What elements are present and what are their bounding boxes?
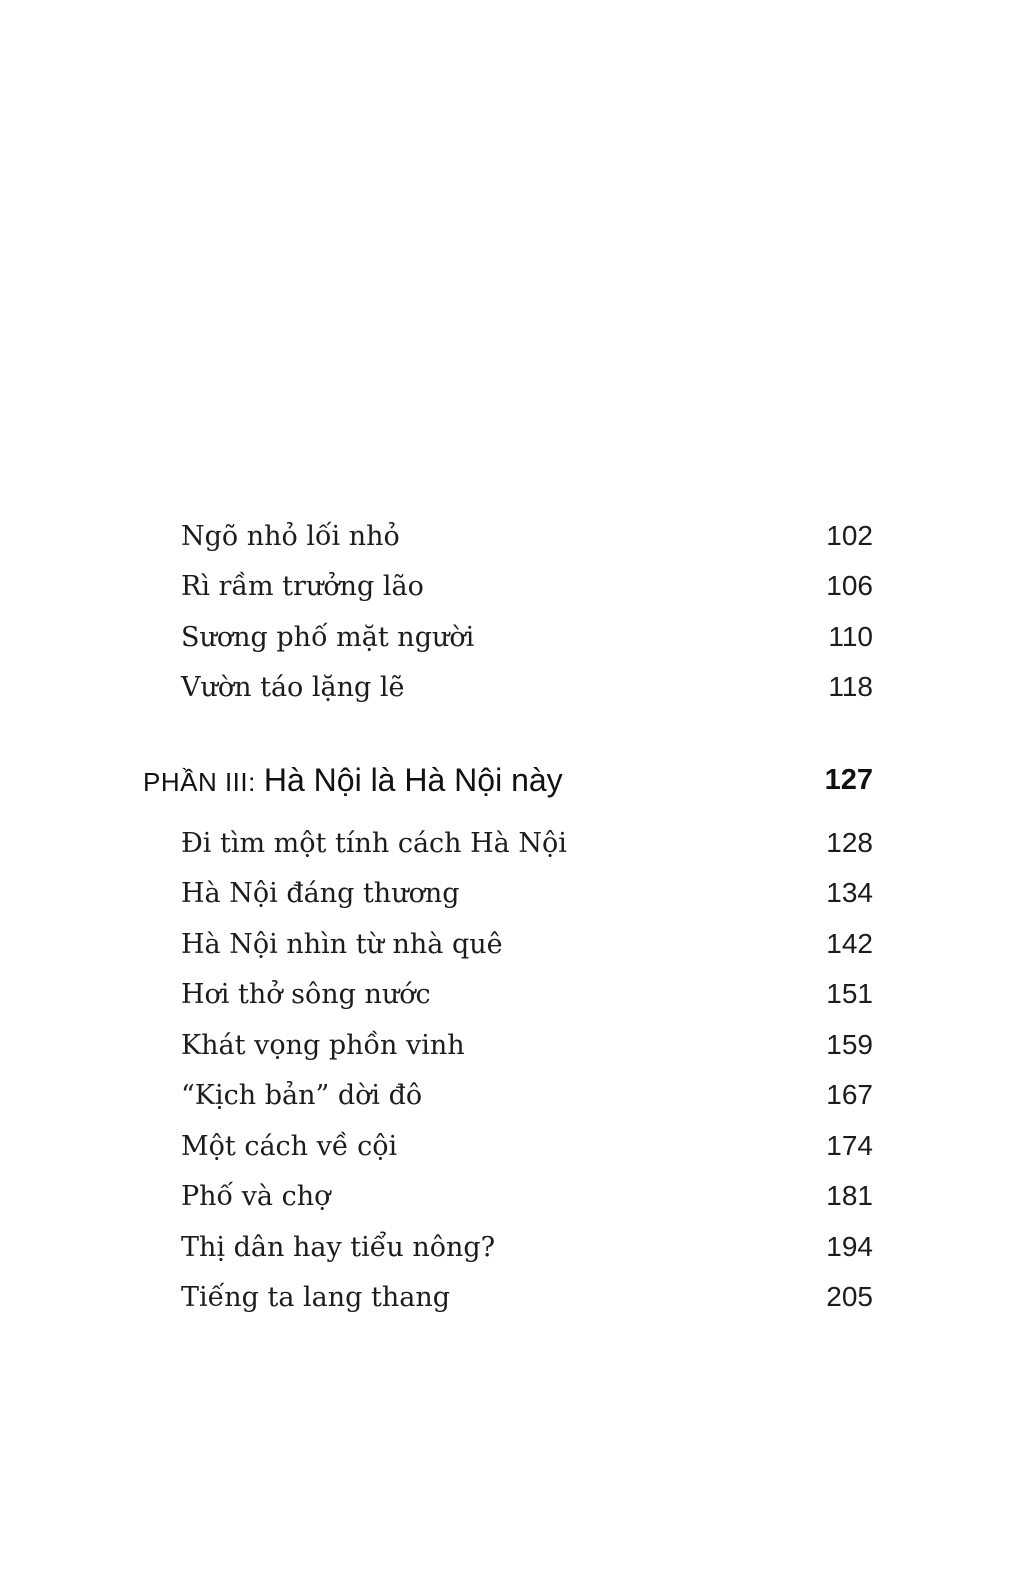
- toc-entry: [181, 662, 873, 712]
- toc-entry-title: Phố và chợ: [181, 1180, 331, 1212]
- part-heading: [143, 752, 873, 808]
- toc-entry-title: Đi tìm một tính cách Hà Nội: [181, 827, 567, 859]
- toc-entry: [181, 561, 873, 611]
- toc-entry: [181, 1222, 873, 1272]
- toc-entry-page: 151: [826, 978, 873, 1009]
- toc-entry: [181, 612, 873, 662]
- toc-entry-page: 134: [826, 877, 873, 908]
- toc-entry: [181, 1272, 873, 1322]
- toc-entry: [181, 919, 873, 969]
- toc-entry-title: Hà Nội nhìn từ nhà quê: [181, 928, 503, 960]
- toc-entry-title: Rì rầm trưởng lão: [181, 570, 424, 602]
- toc-entry-title: Thị dân hay tiểu nông?: [181, 1231, 496, 1263]
- toc-entry: [181, 1020, 873, 1070]
- toc-entry-title: Tiếng ta lang thang: [181, 1281, 451, 1313]
- toc-entry-title: Khát vọng phồn vinh: [181, 1029, 465, 1061]
- part-page: 127: [824, 763, 873, 796]
- toc-entry-title: Vườn táo lặng lẽ: [181, 671, 405, 703]
- toc-entry: [181, 969, 873, 1019]
- toc-entry-title: Ngõ nhỏ lối nhỏ: [181, 520, 400, 552]
- part-title: Hà Nội là Hà Nội này: [263, 761, 563, 798]
- toc-entry-page: 181: [826, 1180, 873, 1211]
- toc-entry-page: 118: [828, 671, 873, 702]
- toc-entry-page: 106: [826, 570, 873, 601]
- toc-entry-page: 102: [826, 520, 873, 551]
- toc-entry: [181, 1121, 873, 1171]
- toc-entry-page: 174: [826, 1130, 873, 1161]
- toc-entry: [181, 511, 873, 561]
- toc-entry-title: Hơi thở sông nước: [181, 978, 431, 1010]
- toc-entry-title: Một cách về cội: [181, 1130, 398, 1162]
- toc-entry: [181, 818, 873, 868]
- toc-entry-page: 128: [826, 827, 873, 858]
- part-label: PHẦN III:: [143, 766, 256, 797]
- toc-entry-page: 142: [826, 928, 873, 959]
- toc-entry-page: 110: [828, 621, 873, 652]
- toc-entry-title: Hà Nội đáng thương: [181, 877, 460, 909]
- toc-entry-title: Sương phố mặt người: [181, 621, 475, 653]
- toc-entry-page: 205: [826, 1281, 873, 1312]
- toc-entry-page: 167: [826, 1079, 873, 1110]
- part-heading-text: [143, 762, 563, 799]
- toc-entry-title: “Kịch bản” dời đô: [181, 1079, 423, 1111]
- toc-entry: [181, 1171, 873, 1221]
- toc-entry: [181, 868, 873, 918]
- toc-entry-page: 194: [826, 1231, 873, 1262]
- toc-entry: [181, 1070, 873, 1120]
- toc-entry-page: 159: [826, 1029, 873, 1060]
